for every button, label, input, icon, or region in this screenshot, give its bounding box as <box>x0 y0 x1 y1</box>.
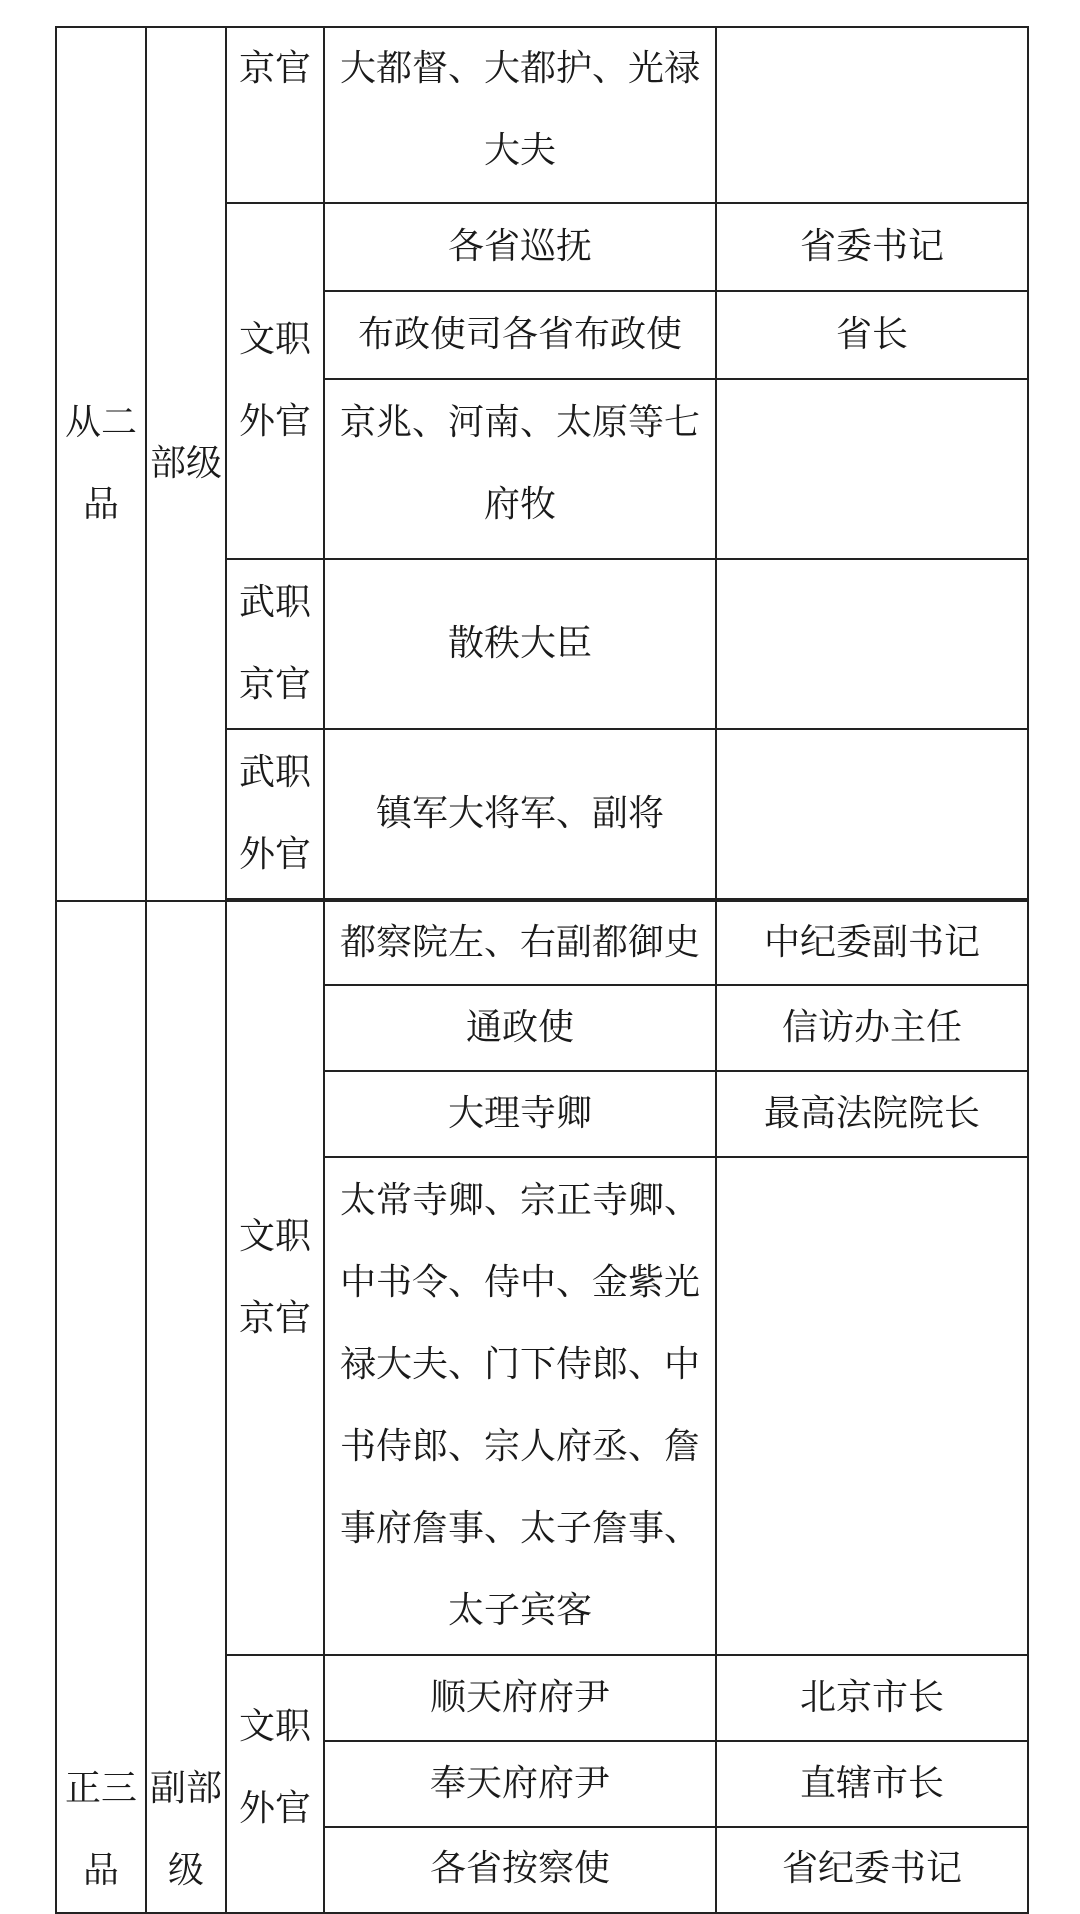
modern-cell <box>716 1157 1028 1655</box>
modern-cell <box>716 559 1028 729</box>
modern-cell: 中纪委副书记 <box>716 901 1028 985</box>
category-cell: 文职外官 <box>226 203 324 559</box>
modern-cell: 北京市长 <box>716 1655 1028 1741</box>
modern-cell: 直辖市长 <box>716 1741 1028 1827</box>
category-cell: 京官 <box>226 27 324 203</box>
category-cell: 文职外官 <box>226 1655 324 1913</box>
modern-cell <box>716 729 1028 899</box>
category-cell: 文职京官 <box>226 901 324 1655</box>
category-cell: 武职外官 <box>226 729 324 899</box>
title-cell: 顺天府府尹 <box>324 1655 716 1741</box>
title-cell: 大都督、大都护、光禄大夫 <box>324 27 716 203</box>
title-cell: 镇军大将军、副将 <box>324 729 716 899</box>
title-cell: 都察院左、右副都御史 <box>324 901 716 985</box>
level-cell: 部级 <box>146 27 226 901</box>
modern-cell <box>716 379 1028 559</box>
category-cell: 武职京官 <box>226 559 324 729</box>
modern-cell: 信访办主任 <box>716 985 1028 1071</box>
rank-cell: 从二品 <box>56 27 146 901</box>
modern-cell <box>716 27 1028 203</box>
title-cell: 奉天府府尹 <box>324 1741 716 1827</box>
modern-cell: 省委书记 <box>716 203 1028 291</box>
title-cell: 大理寺卿 <box>324 1071 716 1157</box>
title-cell: 各省按察使 <box>324 1827 716 1913</box>
table-row <box>56 27 1028 203</box>
rank-cell: 正三品 <box>56 901 146 1913</box>
modern-cell: 最高法院院长 <box>716 1071 1028 1157</box>
title-cell: 布政使司各省布政使 <box>324 291 716 379</box>
title-cell: 京兆、河南、太原等七府牧 <box>324 379 716 559</box>
table-row <box>56 901 1028 985</box>
title-cell: 太常寺卿、宗正寺卿、中书令、侍中、金紫光禄大夫、门下侍郎、中书侍郎、宗人府丞、詹事府詹事、太子詹事、太子宾客 <box>324 1157 716 1655</box>
title-cell: 散秩大臣 <box>324 559 716 729</box>
modern-cell: 省纪委书记 <box>716 1827 1028 1913</box>
title-cell: 通政使 <box>324 985 716 1071</box>
title-cell: 各省巡抚 <box>324 203 716 291</box>
modern-cell: 省长 <box>716 291 1028 379</box>
level-cell: 副部级 <box>146 901 226 1913</box>
rank-comparison-table <box>55 26 1029 1914</box>
